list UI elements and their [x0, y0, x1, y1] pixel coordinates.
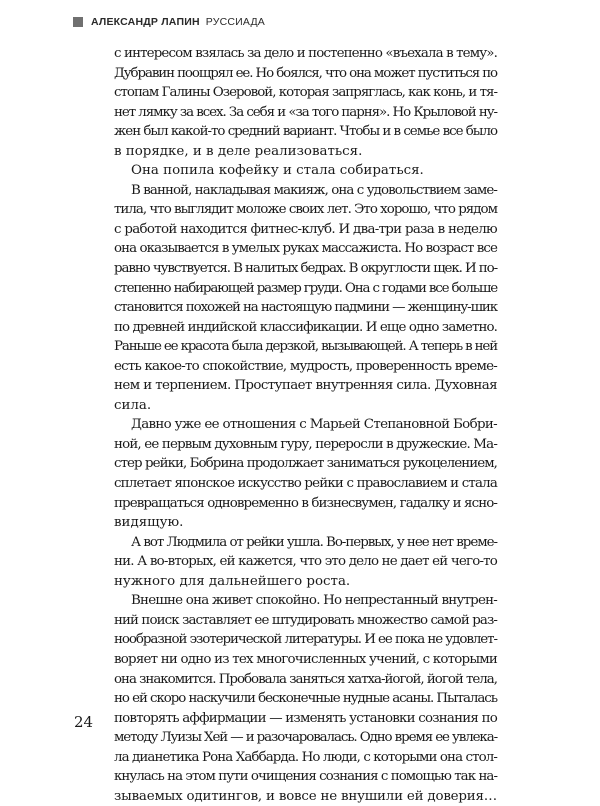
running-header: [73, 13, 265, 31]
text-line: повторять аффирмации — изменять установки сознания по: [114, 710, 497, 726]
text-line: есть какое-то спокойствие, мудрость, проверенность време-: [114, 358, 497, 374]
text-line: ни. А во-вторых, ей кажется, что это дело не дает ей чего-то: [114, 554, 498, 570]
paragraph: [114, 591, 497, 806]
text-line: Внешне она живет спокойно. Но непрестанный внутрен-: [131, 593, 497, 609]
text-line: Дубравин поощрял ее. Но боялся, что она может пуститься по: [114, 65, 498, 81]
text-line: зываемых одитингов, и вовсе не внушили ей доверия…: [114, 788, 497, 804]
paragraph: [114, 161, 497, 181]
text-line: Давно уже ее отношения с Марьей Степановной Бобри-: [131, 417, 498, 433]
text-line: воряет ни одно из тех многочисленных учений, с которыми: [114, 651, 497, 667]
text-line: по древней индийской классификации. И еще одно заметно.: [114, 319, 497, 335]
text-line: жен был какой-то средний вариант. Чтобы и в семье все было: [114, 124, 497, 140]
text-line: с интересом взялась за дело и постепенно «въехала в тему».: [114, 46, 497, 61]
text-line: нужного для дальнейшего роста.: [114, 573, 351, 589]
header-square-icon: [73, 17, 83, 27]
text-line: В ванной, накладывая макияж, она с удовольствием заме-: [131, 182, 498, 198]
body-text: [114, 44, 497, 806]
text-line: нем и терпением. Проступает внутренняя сила. Духовная: [114, 378, 497, 394]
text-line: сила.: [114, 397, 152, 413]
text-line: ний поиск заставляет ее штудировать множество самой раз-: [114, 612, 497, 628]
text-line: А вот Людмила от рейки ушла. Во-первых, у нее нет време-: [131, 534, 497, 550]
paragraph: [114, 44, 497, 161]
text-line: степенно набирающей размер груди. Она с годами все больше: [114, 280, 497, 296]
text-line: Она попила кофейку и стала собираться.: [131, 163, 424, 179]
paragraph: [114, 181, 497, 416]
text-line: она оказывается в умелых руках массажиста. Но возраст все: [114, 241, 497, 257]
text-line: стопам Галины Озеровой, которая запряглась, как конь, и тя-: [114, 85, 497, 101]
text-line: тила, что выглядит моложе своих лет. Это хорошо, что рядом: [114, 202, 497, 218]
paragraph: [114, 415, 497, 532]
text-line: видящую.: [114, 515, 184, 531]
text-line: нет лямку за всех. За себя и «за того парня». Но Крыловой ну-: [114, 104, 497, 120]
text-line: методу Луизы Хей — и разочаровалась. Одно время ее увлека-: [114, 730, 497, 746]
text-line: превращаться одновременно в бизнесвумен, гадалку и ясно-: [114, 495, 498, 511]
header-book-title: РУССИАДА: [205, 16, 265, 28]
text-line: ной, ее первым духовным гуру, переросли в дружеские. Ма-: [114, 436, 498, 452]
text-line: но ей скоро наскучили бесконечные нудные асаны. Пыталась: [114, 691, 497, 707]
text-line: сплетает японское искусство рейки с православием и стала: [114, 476, 497, 492]
page-number: 24: [74, 713, 94, 731]
text-line: ла дианетика Рона Хаббарда. Но люди, с которыми она стол-: [114, 749, 498, 765]
text-line: с работой находится фитнес-клуб. И два-три раза в неделю: [114, 221, 498, 237]
text-line: становится похожей на настоящую падмини — женщину-шик: [114, 300, 498, 316]
text-line: Раньше ее красота была дерзкой, вызывающей. А теперь в ней: [114, 339, 497, 355]
text-line: в порядке, и в деле реализоваться.: [114, 143, 363, 159]
header-author: АЛЕКСАНДР ЛАПИН: [91, 16, 200, 28]
text-line: она знакомится. Пробовала заняться хатха-йогой, йогой тела,: [114, 671, 497, 687]
text-line: кнулась на этом пути очищения сознания с помощью так на-: [114, 769, 498, 785]
text-line: стер рейки, Бобрина продолжает заниматься рукоцелением,: [114, 456, 497, 472]
paragraph: [114, 533, 497, 592]
text-line: нообразной эзотерической литературы. И ее пока не удовлет-: [114, 632, 497, 648]
text-line: равно чувствуется. В налитых бедрах. В округлости щек. И по-: [114, 261, 498, 277]
